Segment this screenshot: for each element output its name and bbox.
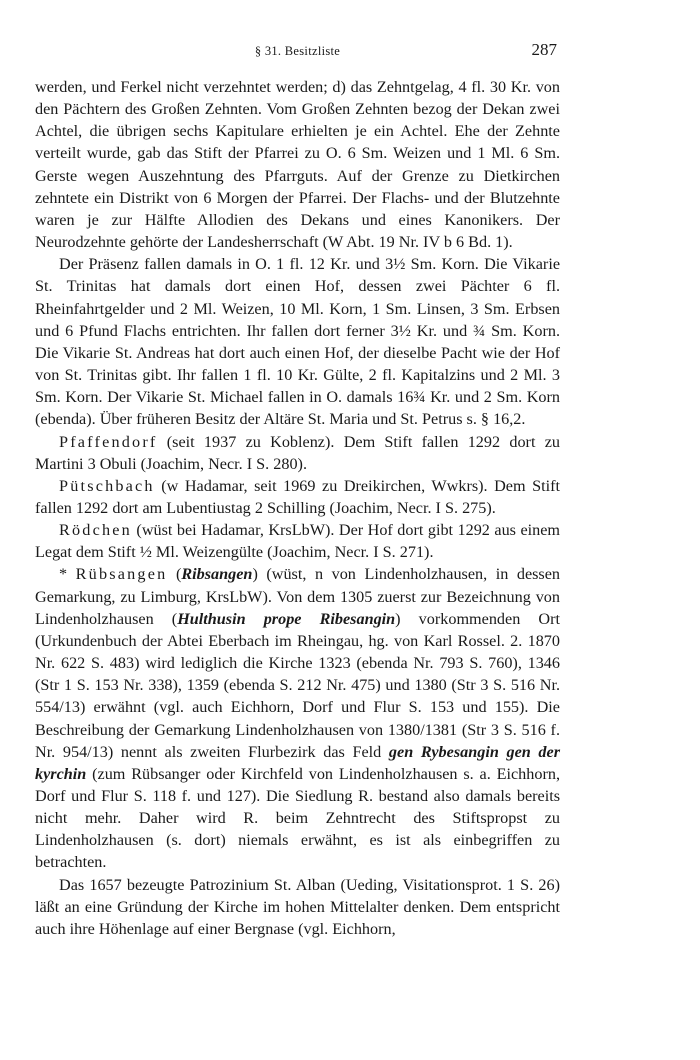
page-number: 287 xyxy=(531,40,557,59)
entry-pfaffendorf xyxy=(35,431,560,475)
running-title: § 31. Besitzliste xyxy=(254,44,341,58)
place-name: Pfaffendorf xyxy=(59,432,158,451)
historical-quotation: Hulthusin prope Ribesangin xyxy=(177,609,396,628)
historical-quotation: gen Rybesangin gen der kyrchin xyxy=(35,742,560,783)
paragraph-praesenz xyxy=(35,253,560,430)
entry-ruebsangen xyxy=(35,563,560,873)
paragraph-text: Der Präsenz fallen damals in O. 1 fl. 12 Kr. und 3½ Sm. Korn. Die Vikarie St. Trinitas hat damals dort einen Hof, dessen zwei Pächter 6 fl. Rheinfahrtgelder und 2 Ml. Weizen, 10 Ml. Korn, 1 Sm. Linsen, 3 Sm. Erbsen und 6 Pfund Flachs entrichten. Ihr fallen dort ferner 3½ Kr. und ¾ Sm. Korn. Die Vikarie St. Andreas hat dort auch einen Hof, der dieselbe Pacht wie der Hof von St. Trinitas gibt. Ihr fallen 1 fl. 10 Kr. Gülte, 2 fl. Kapitalzins und 2 Ml. 3 Sm. Korn. Der Vikarie St. Michael fallen in O. damals 16¾ Kr. und 2 Sm. Korn (ebenda). Über früheren Besitz der Altäre St. Maria und St. Petrus s. § 16,2. xyxy=(35,255,560,429)
paragraph-patrozinium xyxy=(35,874,560,940)
entry-text: (zum Rübsanger oder Kirchfeld von Lindenholzhausen s. a. Eichhorn, Dorf und Flur S. 118 f. und 127). Die Siedlung R. bestand also damals bereits nicht mehr. Daher wird R. beim Zehntrecht des Stiftspropst zu Lindenholzhausen (s. dort) niemals erwähnt, es ist als einbegriffen zu betrachten. xyxy=(35,764,560,872)
text-body xyxy=(35,76,560,940)
place-name: Rödchen xyxy=(59,521,132,540)
entry-text: ) (wüst, n von Lindenholzhausen, in dessen Gemarkung, zu Limburg, KrsLbW). Von dem 1305 zuerst zur Bezeichnung von Lindenholzhausen ( xyxy=(35,565,561,628)
entry-text: (wüst bei Hadamar, KrsLbW). Der Hof dort gibt 1292 aus einem Legat dem Stift ½ Ml. Weizengülte (Joachim, Necr. I S. 271). xyxy=(35,521,560,562)
entry-text: (seit 1937 zu Koblenz). Dem Stift fallen 1292 dort zu Martini 3 Obuli (Joachim, Necr. I S. 280). xyxy=(35,432,560,473)
document-page xyxy=(35,0,560,1060)
entry-text: ( xyxy=(167,565,182,584)
place-name: Rübsangen xyxy=(75,565,168,584)
entry-puetschbach xyxy=(35,475,560,519)
paragraph-text: Das 1657 bezeugte Patrozinium St. Alban (Ueding, Visitationsprot. 1 S. 26) läßt an eine Gründung der Kirche im hohen Mittelalter denken. Dem entspricht auch ihre Höhenlage auf einer Bergnase (vgl. Eichhorn, xyxy=(35,875,560,938)
place-name: Pütschbach xyxy=(59,476,155,495)
running-header xyxy=(35,40,560,64)
historical-name-variant: Ribsangen xyxy=(181,565,253,584)
entry-roedchen xyxy=(35,519,560,563)
entry-text: (w Hadamar, seit 1969 zu Dreikirchen, Wwkrs). Dem Stift fallen 1292 dort am Lubentiustag 2 Schilling (Joachim, Necr. I S. 275). xyxy=(35,476,560,517)
paragraph-text: werden, und Ferkel nicht verzehntet werden; d) das Zehntgelag, 4 fl. 30 Kr. von den Pächtern des Großen Zehnten. Vom Großen Zehnten bezog der Dekan zwei Achtel, die übrigen sechs Kapitulare erhielten je ein Achtel. Ehe der Zehnte verteilt wurde, gab das Stift der Pfarrei zu O. 6 Sm. Weizen und 1 Ml. 6 Sm. Gerste wegen Auszehntung des Pfarrguts. Auf der Grenze zu Dietkirchen zehntete ein Distrikt von 6 Morgen der Pfarrei. Der Flachs- und der Blutzehnte waren je zur Hälfte Allodien des Dekans und eines Kanonikers. Der Neurodzehnte gehörte der Landesherrschaft (W Abt. 19 Nr. IV b 6 Bd. 1). xyxy=(35,78,560,252)
entry-text: ) vorkommenden Ort (Urkundenbuch der Abtei Eberbach im Rheingau, hg. von Karl Rossel. 2. 1870 Nr. 622 S. 483) wird lediglich die Kirche 1323 (ebenda Nr. 793 S. 760), 1346 (Str 1 S. 153 Nr. 338), 1359 (ebenda S. 212 Nr. 475) und 1380 (Str 3 S. 516 Nr. 554/13) erwähnt (vgl. auch Eichhorn, Dorf und Flur S. 153 und 155). Die Beschreibung der Gemarkung Lindenholzhausen von 1380/1381 (Str 3 S. 516 f. Nr. 954/13) nennt als zweiten Flurbezirk das Feld xyxy=(35,609,560,761)
asterisk-marker: * xyxy=(59,565,76,584)
paragraph-zehnt-continuation xyxy=(35,76,560,253)
